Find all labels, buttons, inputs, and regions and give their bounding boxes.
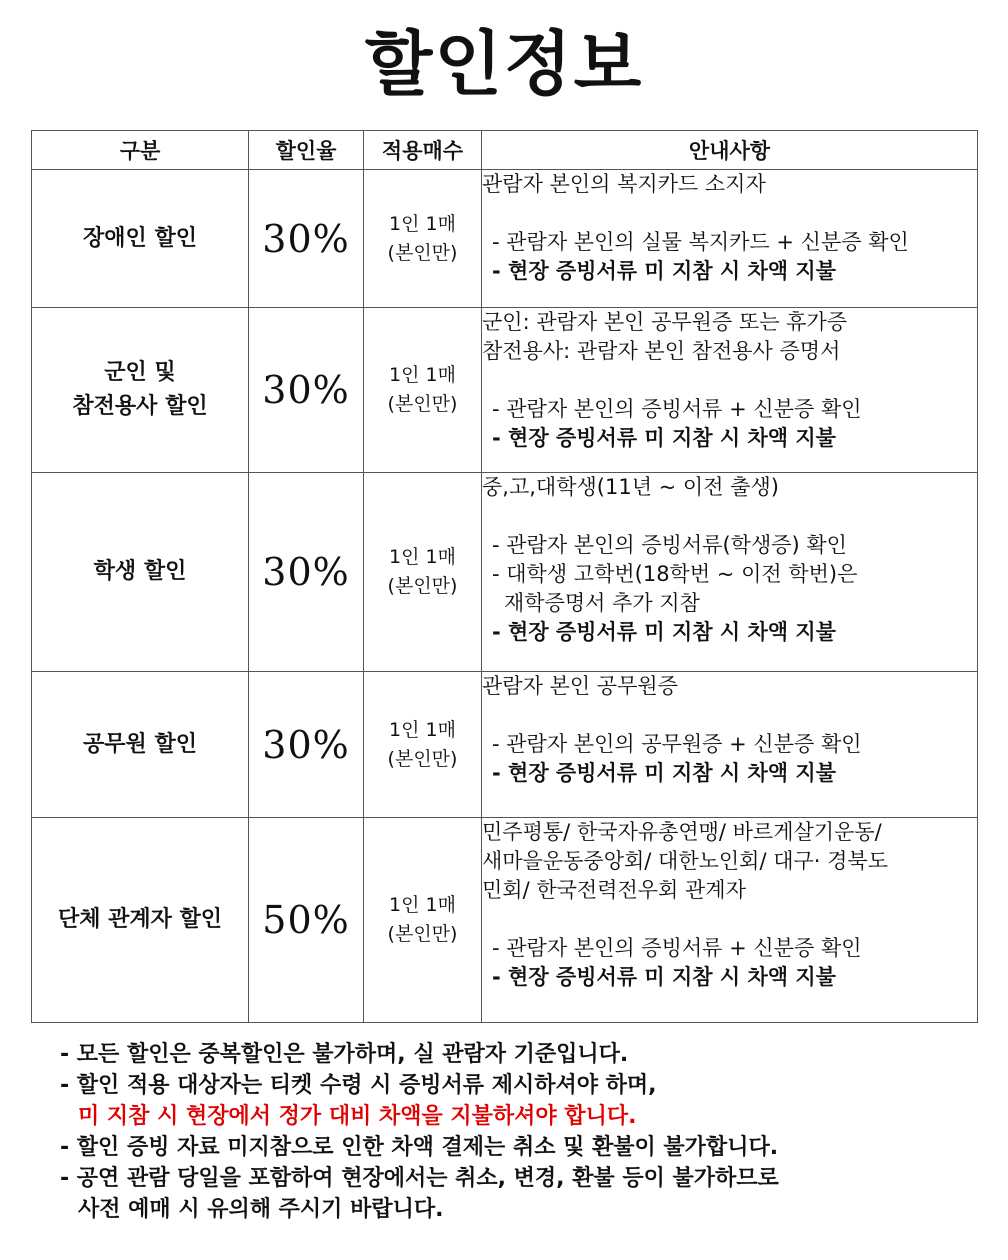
- info-line: 민회/ 한국전력전우회 관계자: [482, 878, 746, 902]
- notes-section: [60, 1039, 980, 1225]
- category-cell: [32, 170, 249, 308]
- qty-cell: [364, 672, 482, 818]
- table-row: [32, 308, 978, 473]
- info-step: - 대학생 고학번(18학번 ~ 이전 학번)은: [492, 562, 858, 586]
- info-cell: [482, 473, 978, 672]
- category-cell: [32, 308, 249, 473]
- category-cell: [32, 473, 249, 672]
- info-line: 민주평통/ 한국자유총연맹/ 바르게살기운동/: [482, 820, 882, 844]
- category-cell: [32, 818, 249, 1023]
- info-warning: - 현장 증빙서류 미 지참 시 차액 지불: [492, 761, 836, 785]
- info-warning: - 현장 증빙서류 미 지참 시 차액 지불: [492, 620, 836, 644]
- table-header-row: [32, 131, 978, 170]
- qty-line: (본인만): [387, 923, 458, 945]
- category-label: 공무원 할인: [83, 731, 197, 757]
- rate-cell: 30%: [249, 170, 364, 308]
- qty-cell: [364, 308, 482, 473]
- info-cell: [482, 818, 978, 1023]
- qty-cell: [364, 473, 482, 672]
- info-line: 참전용사: 관람자 본인 참전용사 증명서: [482, 339, 841, 363]
- info-cell: [482, 170, 978, 308]
- note-line: - 할인 적용 대상자는 티켓 수령 시 증빙서류 제시하셔야 하며,: [60, 1073, 657, 1098]
- info-step: 재학증명서 추가 지참: [504, 591, 700, 615]
- note-line: - 할인 증빙 자료 미지참으로 인한 차액 결제는 취소 및 환불이 불가합니다.: [60, 1135, 779, 1160]
- category-label: 단체 관계자 할인: [57, 907, 223, 932]
- info-step: - 관람자 본인의 증빙서류 + 신분증 확인: [492, 397, 862, 421]
- info-warning: - 현장 증빙서류 미 지참 시 차액 지불: [492, 965, 836, 989]
- discount-table: [31, 130, 978, 1023]
- qty-cell: [364, 818, 482, 1023]
- info-warning: - 현장 증빙서류 미 지참 시 차액 지불: [492, 426, 836, 450]
- rate-cell: 30%: [249, 473, 364, 672]
- qty-line: 1인 1매: [389, 212, 456, 235]
- table-row: [32, 170, 978, 308]
- info-step: - 관람자 본인의 공무원증 + 신분증 확인: [492, 732, 862, 756]
- rate-cell: 30%: [249, 672, 364, 818]
- info-step: - 관람자 본인의 증빙서류(학생증) 확인: [492, 533, 847, 557]
- qty-line: (본인만): [387, 747, 458, 770]
- category-label: 참전용사 할인: [72, 394, 208, 419]
- category-label: 학생 할인: [93, 559, 187, 584]
- page-title: 할인정보: [364, 23, 644, 105]
- note-warning-red: 미 지참 시 현장에서 정가 대비 차액을 지불하셔야 합니다.: [78, 1104, 637, 1129]
- table-row: [32, 473, 978, 672]
- qty-line: (본인만): [387, 241, 458, 264]
- table-row: [32, 818, 978, 1023]
- category-label: 장애인 할인: [83, 225, 197, 251]
- info-step: - 관람자 본인의 증빙서류 + 신분증 확인: [492, 936, 862, 960]
- note-line: 사전 예매 시 유의해 주시기 바랍니다.: [78, 1197, 444, 1222]
- rate-cell: 30%: [249, 308, 364, 473]
- info-line: 새마을운동중앙회/ 대한노인회/ 대구· 경북도: [482, 849, 888, 873]
- info-line: 관람자 본인 공무원증: [482, 674, 678, 698]
- info-line: 중,고,대학생(11년 ~ 이전 출생): [482, 475, 779, 499]
- info-cell: [482, 672, 978, 818]
- qty-line: 1인 1매: [389, 894, 456, 916]
- info-line: 관람자 본인의 복지카드 소지자: [482, 172, 766, 196]
- qty-cell: [364, 170, 482, 308]
- note-line: - 모든 할인은 중복할인은 불가하며, 실 관람자 기준입니다.: [60, 1042, 629, 1067]
- note-line: - 공연 관람 당일을 포함하여 현장에서는 취소, 변경, 환불 등이 불가하므로: [60, 1166, 779, 1191]
- header-rate: 할인율: [249, 131, 364, 170]
- info-warning: - 현장 증빙서류 미 지참 시 차액 지불: [492, 259, 836, 283]
- table-row: [32, 672, 978, 818]
- qty-line: (본인만): [387, 393, 458, 415]
- header-info: 안내사항: [482, 131, 978, 170]
- info-step: - 관람자 본인의 실물 복지카드 + 신분증 확인: [492, 230, 909, 254]
- qty-line: 1인 1매: [389, 718, 456, 741]
- header-category: 구분: [32, 131, 249, 170]
- header-qty: 적용매수: [364, 131, 482, 170]
- category-cell: [32, 672, 249, 818]
- info-line: 군인: 관람자 본인 공무원증 또는 휴가증: [482, 310, 848, 334]
- qty-line: 1인 1매: [389, 546, 456, 568]
- qty-line: (본인만): [387, 575, 458, 597]
- rate-cell: 50%: [249, 818, 364, 1023]
- qty-line: 1인 1매: [389, 364, 456, 386]
- info-cell: [482, 308, 978, 473]
- category-label: 군인 및: [104, 360, 176, 385]
